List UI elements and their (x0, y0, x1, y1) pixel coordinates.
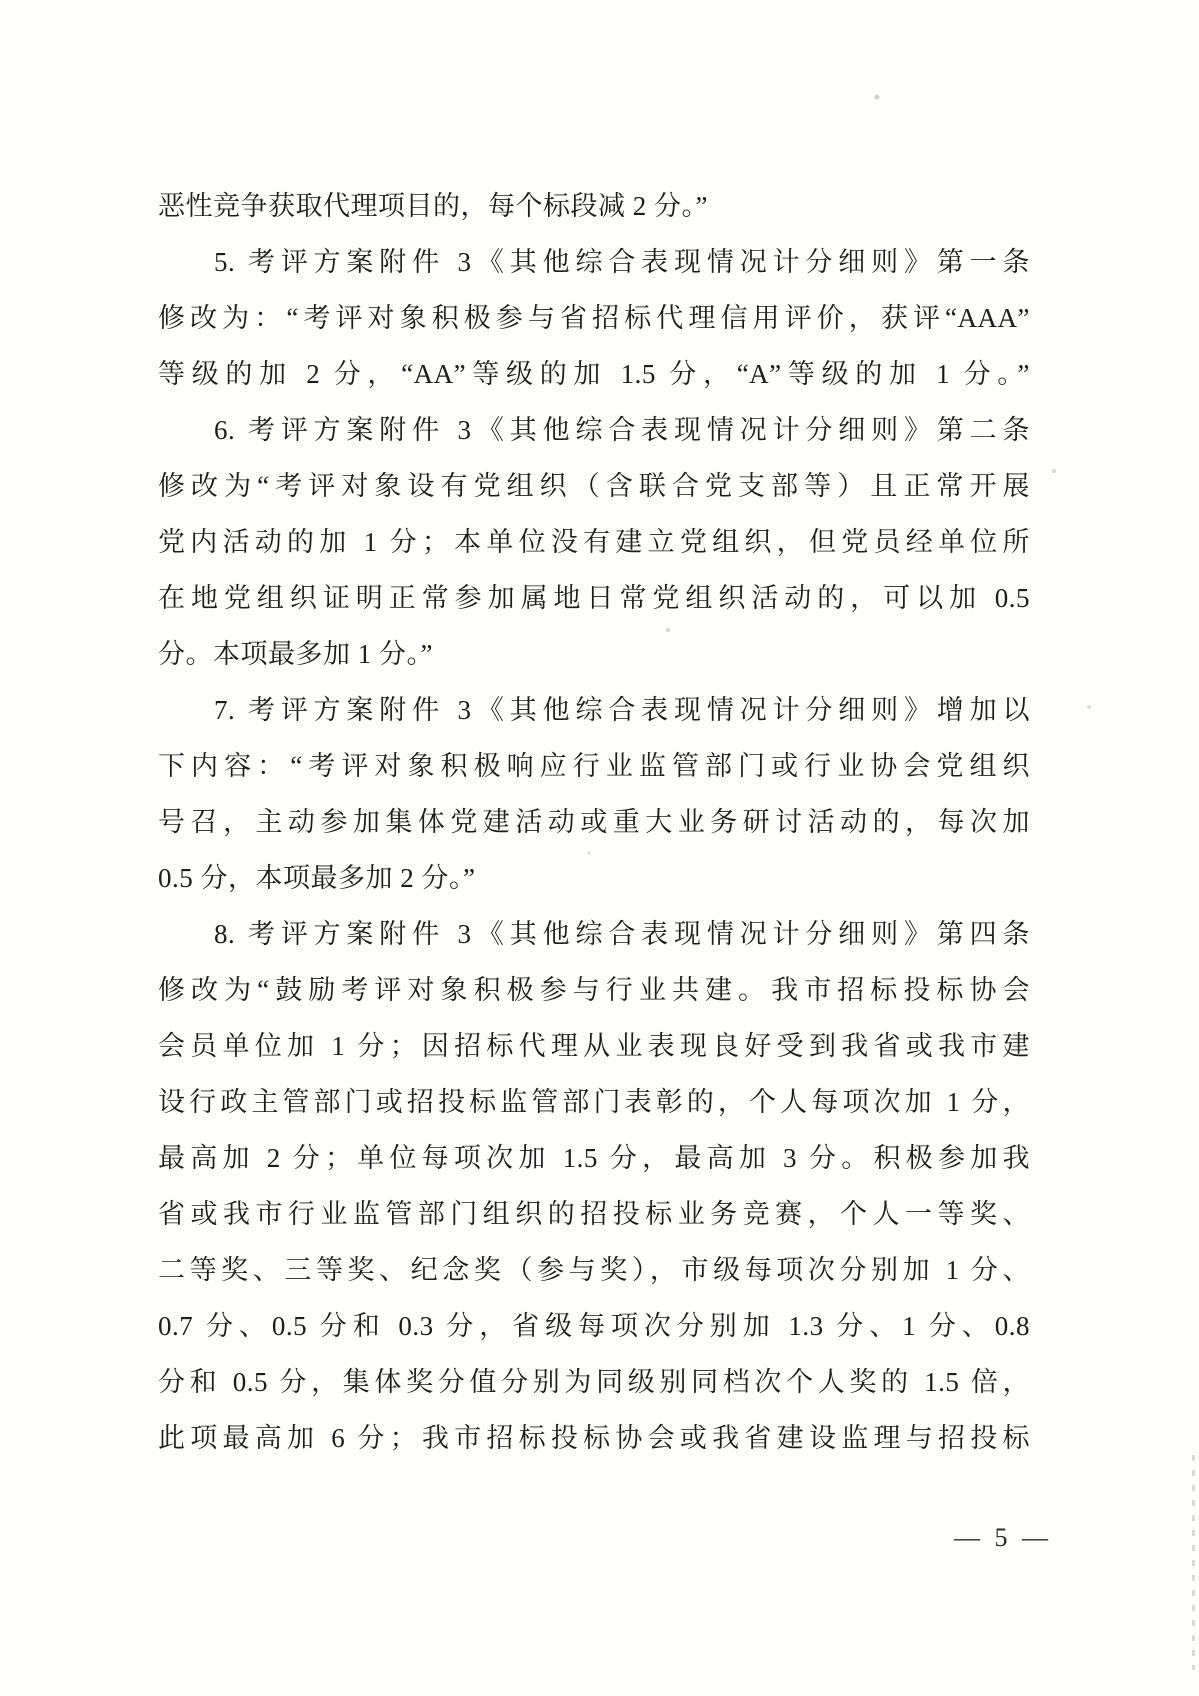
text-line: 党内活动的加 1 分；本单位没有建立党组织，但党员经单位所 (158, 527, 1030, 557)
text-line: 7. 考评方案附件 3《其他综合表现情况计分细则》增加以 (214, 695, 1030, 725)
text-line: 5. 考评方案附件 3《其他综合表现情况计分细则》第一条 (214, 247, 1030, 277)
text-line: 0.5 分，本项最多加 2 分。” (158, 863, 476, 893)
text-line: 最高加 2 分；单位每项次加 1.5 分，最高加 3 分。积极参加我 (158, 1143, 1030, 1173)
page-number: — 5 — (954, 1523, 1052, 1552)
scan-edge-artifact (1192, 1455, 1195, 1670)
text-line: 二等奖、三等奖、纪念奖（参与奖），市级每项次分别加 1 分、 (158, 1255, 1030, 1285)
text-line: 设行政主管部门或招投标监管部门表彰的，个人每项次加 1 分， (158, 1087, 1030, 1117)
text-line: 会员单位加 1 分；因招标代理从业表现良好受到我省或我市建 (158, 1031, 1030, 1061)
text-line: 此项最高加 6 分；我市招标投标协会或我省建设监理与招投标 (158, 1423, 1030, 1453)
text-line: 修改为“考评对象设有党组织（含联合党支部等）且正常开展 (158, 471, 1030, 501)
text-line: 在地党组织证明正常参加属地日常党组织活动的，可以加 0.5 (158, 583, 1030, 613)
text-line: 恶性竞争获取代理项目的，每个标段减 2 分。” (158, 191, 708, 221)
text-line: 6. 考评方案附件 3《其他综合表现情况计分细则》第二条 (214, 415, 1030, 445)
text-line: 8. 考评方案附件 3《其他综合表现情况计分细则》第四条 (214, 919, 1030, 949)
scan-speckle (0, 0, 2, 2)
text-line: 分和 0.5 分，集体奖分值分别为同级别同档次个人奖的 1.5 倍， (158, 1367, 1030, 1397)
text-line: 修改为“鼓励考评对象积极参与行业共建。我市招标投标协会 (158, 975, 1030, 1005)
text-line: 修改为：“考评对象积极参与省招标代理信用评价，获评“AAA” (158, 303, 1030, 333)
text-line: 0.7 分、0.5 分和 0.3 分，省级每项次分别加 1.3 分、1 分、0.8 (158, 1311, 1030, 1341)
text-line: 分。本项最多加 1 分。” (158, 639, 433, 669)
text-line: 下内容：“考评对象积极响应行业监管部门或行业协会党组织 (158, 751, 1030, 781)
document-body (158, 178, 1030, 1466)
text-line: 等级的加 2 分，“AA”等级的加 1.5 分，“A”等级的加 1 分。” (158, 359, 1030, 389)
text-line: 省或我市行业监管部门组织的招投标业务竞赛，个人一等奖、 (158, 1199, 1030, 1229)
text-line: 号召，主动参加集体党建活动或重大业务研讨活动的，每次加 (158, 807, 1030, 837)
